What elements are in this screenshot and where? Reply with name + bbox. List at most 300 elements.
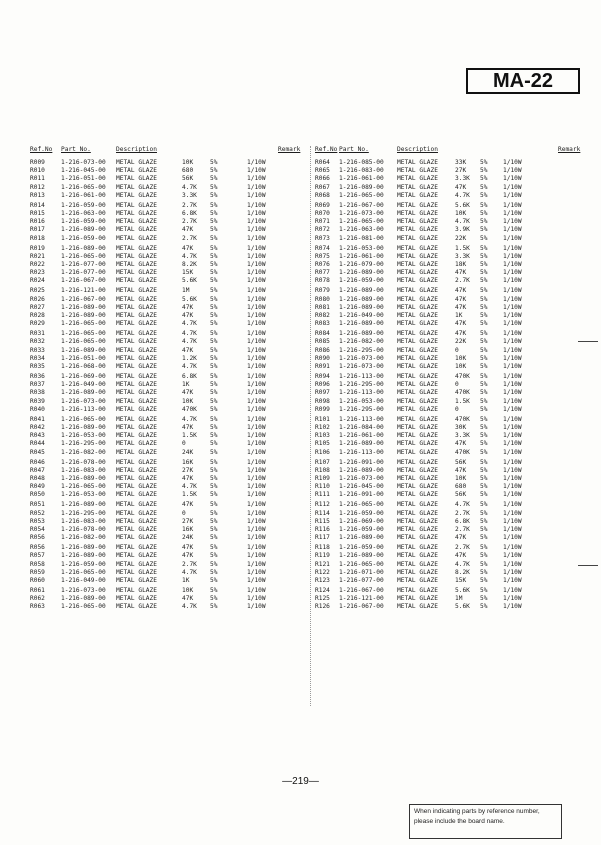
cell-ref-no: R094: [315, 372, 330, 380]
cell-part-no: 1-216-065-00: [339, 218, 384, 226]
cell-description: METAL GLAZE: [116, 303, 157, 311]
cell-value: 24K: [182, 448, 194, 456]
cell-power: 1/10W: [247, 269, 266, 277]
table-row: [0, 491, 601, 499]
header-part-no-right: Part No.: [339, 146, 369, 153]
cell-part-no: 1-216-065-00: [61, 415, 106, 423]
table-row: [0, 261, 601, 269]
cell-tolerance: 5%: [210, 458, 218, 466]
table-row: [0, 192, 601, 200]
cell-value: 4.7K: [182, 330, 197, 338]
cell-description: METAL GLAZE: [116, 448, 157, 456]
cell-tolerance: 5%: [210, 320, 218, 328]
cell-description: METAL GLAZE: [116, 397, 157, 405]
cell-power: 1/10W: [503, 277, 522, 285]
cell-value: 56K: [455, 491, 467, 499]
cell-value: 470K: [455, 448, 470, 456]
cell-part-no: 1-216-065-00: [61, 252, 106, 260]
cell-ref-no: R118: [315, 544, 330, 552]
cell-value: 47K: [182, 595, 194, 603]
cell-power: 1/10W: [247, 191, 266, 199]
cell-value: 4.7K: [455, 560, 470, 568]
cell-value: 1K: [455, 311, 463, 319]
cell-description: METAL GLAZE: [397, 226, 438, 234]
cell-tolerance: 5%: [480, 544, 488, 552]
table-row: [0, 175, 601, 183]
cell-power: 1/10W: [503, 544, 522, 552]
cell-ref-no: R123: [315, 576, 330, 584]
cell-part-no: 1-216-065-00: [61, 183, 106, 191]
cell-tolerance: 5%: [210, 191, 218, 199]
cell-value: 680: [182, 167, 194, 175]
cell-power: 1/10W: [503, 338, 522, 346]
table-row: [0, 330, 601, 338]
table-row: [0, 167, 601, 175]
cell-tolerance: 5%: [480, 501, 488, 509]
cell-ref-no: R044: [30, 440, 45, 448]
table-row: [0, 389, 601, 397]
cell-tolerance: 5%: [480, 517, 488, 525]
cell-part-no: 1-216-089-00: [339, 183, 384, 191]
cell-part-no: 1-216-061-00: [61, 191, 106, 199]
cell-part-no: 1-216-049-00: [61, 576, 106, 584]
cell-power: 1/10W: [503, 330, 522, 338]
cell-power: 1/10W: [503, 218, 522, 226]
cell-value: 4.7K: [455, 501, 470, 509]
cell-part-no: 1-216-069-00: [61, 372, 106, 380]
cell-tolerance: 5%: [480, 509, 488, 517]
cell-tolerance: 5%: [210, 576, 218, 584]
cell-power: 1/10W: [503, 474, 522, 482]
table-row: [0, 510, 601, 518]
cell-description: METAL GLAZE: [397, 586, 438, 594]
cell-power: 1/10W: [247, 244, 266, 252]
table-row: [0, 459, 601, 467]
cell-ref-no: R041: [30, 415, 45, 423]
cell-tolerance: 5%: [480, 372, 488, 380]
cell-ref-no: R073: [315, 234, 330, 242]
cell-description: METAL GLAZE: [397, 381, 438, 389]
cell-tolerance: 5%: [480, 491, 488, 499]
cell-power: 1/10W: [503, 483, 522, 491]
table-row: [0, 296, 601, 304]
cell-part-no: 1-216-059-00: [339, 509, 384, 517]
cell-description: METAL GLAZE: [397, 603, 438, 611]
cell-part-no: 1-216-073-00: [339, 474, 384, 482]
cell-description: METAL GLAZE: [116, 389, 157, 397]
cell-tolerance: 5%: [210, 338, 218, 346]
cell-part-no: 1-216-063-00: [61, 209, 106, 217]
cell-value: 56K: [182, 175, 194, 183]
cell-tolerance: 5%: [210, 525, 218, 533]
cell-tolerance: 5%: [210, 423, 218, 431]
cell-tolerance: 5%: [480, 568, 488, 576]
cell-description: METAL GLAZE: [116, 509, 157, 517]
cell-ref-no: R102: [315, 423, 330, 431]
cell-part-no: 1-216-061-00: [339, 252, 384, 260]
cell-value: 2.7K: [182, 560, 197, 568]
cell-ref-no: R108: [315, 466, 330, 474]
cell-part-no: 1-216-045-00: [339, 483, 384, 491]
cell-ref-no: R039: [30, 397, 45, 405]
cell-value: 47K: [182, 501, 194, 509]
cell-description: METAL GLAZE: [116, 432, 157, 440]
cell-ref-no: R097: [315, 389, 330, 397]
cell-part-no: 1-216-065-00: [61, 603, 106, 611]
cell-part-no: 1-216-089-00: [339, 440, 384, 448]
cell-power: 1/10W: [247, 167, 266, 175]
cell-power: 1/10W: [247, 295, 266, 303]
cell-power: 1/10W: [503, 440, 522, 448]
cell-description: METAL GLAZE: [397, 576, 438, 584]
cell-description: METAL GLAZE: [397, 517, 438, 525]
cell-ref-no: R037: [30, 381, 45, 389]
cell-ref-no: R021: [30, 252, 45, 260]
cell-description: METAL GLAZE: [397, 389, 438, 397]
cell-power: 1/10W: [503, 201, 522, 209]
cell-value: 2.7K: [182, 218, 197, 226]
cell-part-no: 1-216-049-00: [61, 381, 106, 389]
cell-power: 1/10W: [247, 423, 266, 431]
cell-part-no: 1-216-061-00: [339, 432, 384, 440]
cell-value: 15K: [182, 269, 194, 277]
table-row: [0, 202, 601, 210]
cell-ref-no: R075: [315, 252, 330, 260]
table-row: [0, 159, 601, 167]
cell-ref-no: R122: [315, 568, 330, 576]
cell-value: 47K: [182, 474, 194, 482]
cell-power: 1/10W: [247, 586, 266, 594]
cell-tolerance: 5%: [210, 509, 218, 517]
cell-ref-no: R023: [30, 269, 45, 277]
cell-value: 1M: [182, 287, 190, 295]
cell-ref-no: R018: [30, 234, 45, 242]
cell-ref-no: R079: [315, 287, 330, 295]
cell-value: 10K: [455, 354, 467, 362]
cell-description: METAL GLAZE: [116, 320, 157, 328]
table-row: [0, 449, 601, 457]
cell-tolerance: 5%: [480, 525, 488, 533]
cell-ref-no: R025: [30, 287, 45, 295]
cell-description: METAL GLAZE: [116, 287, 157, 295]
cell-value: 27K: [182, 517, 194, 525]
cell-power: 1/10W: [503, 517, 522, 525]
cell-description: METAL GLAZE: [116, 381, 157, 389]
cell-ref-no: R011: [30, 175, 45, 183]
cell-description: METAL GLAZE: [397, 277, 438, 285]
cell-value: 1.2K: [182, 354, 197, 362]
cell-description: METAL GLAZE: [397, 440, 438, 448]
cell-value: 47K: [182, 244, 194, 252]
cell-ref-no: R111: [315, 491, 330, 499]
cell-power: 1/10W: [503, 311, 522, 319]
cell-ref-no: R077: [315, 269, 330, 277]
cell-description: METAL GLAZE: [116, 338, 157, 346]
cell-tolerance: 5%: [480, 483, 488, 491]
cell-description: METAL GLAZE: [397, 491, 438, 499]
cell-ref-no: R038: [30, 389, 45, 397]
table-row: [0, 483, 601, 491]
cell-description: METAL GLAZE: [397, 544, 438, 552]
cell-description: METAL GLAZE: [116, 595, 157, 603]
parts-group: [0, 501, 601, 544]
cell-power: 1/10W: [247, 287, 266, 295]
cell-ref-no: R115: [315, 517, 330, 525]
cell-power: 1/10W: [247, 303, 266, 311]
cell-power: 1/10W: [503, 159, 522, 166]
cell-ref-no: R091: [315, 362, 330, 370]
cell-value: 10K: [182, 397, 194, 405]
cell-value: 47K: [455, 534, 467, 542]
cell-part-no: 1-216-089-00: [339, 303, 384, 311]
cell-power: 1/10W: [247, 201, 266, 209]
cell-part-no: 1-216-059-00: [61, 218, 106, 226]
cell-power: 1/10W: [247, 534, 266, 542]
cell-description: METAL GLAZE: [397, 346, 438, 354]
cell-description: METAL GLAZE: [116, 226, 157, 234]
cell-power: 1/10W: [247, 432, 266, 440]
cell-value: 47K: [455, 466, 467, 474]
parts-group: [0, 287, 601, 330]
cell-part-no: 1-216-091-00: [339, 458, 384, 466]
cell-tolerance: 5%: [480, 354, 488, 362]
cell-ref-no: R107: [315, 458, 330, 466]
cell-power: 1/10W: [503, 389, 522, 397]
cell-tolerance: 5%: [480, 287, 488, 295]
cell-power: 1/10W: [503, 381, 522, 389]
table-row: [0, 398, 601, 406]
table-row: [0, 287, 601, 295]
cell-description: METAL GLAZE: [116, 252, 157, 260]
cell-part-no: 1-216-295-00: [339, 346, 384, 354]
table-row: [0, 526, 601, 534]
cell-value: 3.3K: [182, 191, 197, 199]
cell-value: 33K: [455, 159, 467, 166]
cell-part-no: 1-216-073-00: [61, 586, 106, 594]
cell-ref-no: R035: [30, 362, 45, 370]
cell-power: 1/10W: [503, 252, 522, 260]
cell-power: 1/10W: [503, 423, 522, 431]
cell-value: 3.9K: [455, 226, 470, 234]
parts-group: [0, 416, 601, 459]
cell-power: 1/10W: [247, 389, 266, 397]
cell-ref-no: R078: [315, 277, 330, 285]
cell-part-no: 1-216-071-00: [339, 568, 384, 576]
cell-description: METAL GLAZE: [397, 252, 438, 260]
cell-ref-no: R059: [30, 568, 45, 576]
header-description-right: Description: [397, 146, 438, 153]
table-row: [0, 381, 601, 389]
cell-power: 1/10W: [247, 330, 266, 338]
cell-power: 1/10W: [503, 226, 522, 234]
cell-tolerance: 5%: [210, 568, 218, 576]
cell-description: METAL GLAZE: [116, 167, 157, 175]
cell-tolerance: 5%: [480, 415, 488, 423]
cell-part-no: 1-216-053-00: [339, 397, 384, 405]
parts-group: [0, 159, 601, 202]
table-row: [0, 534, 601, 542]
cell-power: 1/10W: [247, 218, 266, 226]
cell-description: METAL GLAZE: [397, 509, 438, 517]
cell-ref-no: R045: [30, 448, 45, 456]
cell-value: 1.5K: [182, 432, 197, 440]
cell-tolerance: 5%: [480, 277, 488, 285]
cell-value: 6.8K: [455, 517, 470, 525]
cell-part-no: 1-216-089-00: [61, 226, 106, 234]
cell-ref-no: R014: [30, 201, 45, 209]
cell-part-no: 1-216-053-00: [61, 432, 106, 440]
cell-value: 4.7K: [182, 415, 197, 423]
cell-description: METAL GLAZE: [397, 552, 438, 560]
cell-ref-no: R086: [315, 346, 330, 354]
cell-power: 1/10W: [503, 320, 522, 328]
cell-tolerance: 5%: [480, 159, 488, 166]
cell-part-no: 1-216-067-00: [339, 201, 384, 209]
cell-description: METAL GLAZE: [397, 483, 438, 491]
table-row: [0, 218, 601, 226]
cell-description: METAL GLAZE: [397, 320, 438, 328]
cell-ref-no: R072: [315, 226, 330, 234]
cell-ref-no: R101: [315, 415, 330, 423]
cell-part-no: 1-216-089-00: [339, 330, 384, 338]
cell-description: METAL GLAZE: [116, 483, 157, 491]
cell-power: 1/10W: [247, 544, 266, 552]
cell-value: 1K: [182, 576, 190, 584]
table-row: [0, 475, 601, 483]
cell-power: 1/10W: [503, 269, 522, 277]
cell-ref-no: R022: [30, 260, 45, 268]
cell-power: 1/10W: [503, 209, 522, 217]
cell-part-no: 1-216-073-00: [61, 397, 106, 405]
cell-part-no: 1-216-295-00: [339, 405, 384, 413]
cell-value: 47K: [182, 544, 194, 552]
cell-description: METAL GLAZE: [397, 423, 438, 431]
cell-value: 4.7K: [182, 320, 197, 328]
parts-group: [0, 459, 601, 502]
cell-tolerance: 5%: [480, 234, 488, 242]
cell-ref-no: R080: [315, 295, 330, 303]
table-row: [0, 253, 601, 261]
cell-description: METAL GLAZE: [397, 362, 438, 370]
table-row: [0, 277, 601, 285]
cell-tolerance: 5%: [210, 159, 218, 166]
cell-part-no: 1-216-059-00: [61, 201, 106, 209]
cell-description: METAL GLAZE: [116, 362, 157, 370]
cell-description: METAL GLAZE: [397, 159, 438, 166]
cell-value: 10K: [455, 362, 467, 370]
cell-tolerance: 5%: [480, 218, 488, 226]
cell-value: 6.8K: [182, 372, 197, 380]
cell-ref-no: R010: [30, 167, 45, 175]
cell-part-no: 1-216-089-00: [339, 269, 384, 277]
cell-value: 470K: [455, 372, 470, 380]
cell-tolerance: 5%: [480, 466, 488, 474]
cell-value: 47K: [455, 330, 467, 338]
table-row: [0, 226, 601, 234]
cell-part-no: 1-216-295-00: [61, 509, 106, 517]
cell-tolerance: 5%: [480, 474, 488, 482]
cell-power: 1/10W: [503, 362, 522, 370]
cell-part-no: 1-216-089-00: [61, 552, 106, 560]
parts-group: [0, 202, 601, 245]
cell-part-no: 1-216-051-00: [61, 354, 106, 362]
cell-tolerance: 5%: [210, 372, 218, 380]
cell-value: 5.6K: [182, 277, 197, 285]
cell-ref-no: R081: [315, 303, 330, 311]
cell-description: METAL GLAZE: [397, 432, 438, 440]
cell-tolerance: 5%: [210, 311, 218, 319]
cell-description: METAL GLAZE: [116, 159, 157, 166]
cell-ref-no: R110: [315, 483, 330, 491]
cell-value: 4.7K: [182, 183, 197, 191]
cell-value: 4.7K: [455, 191, 470, 199]
cell-description: METAL GLAZE: [116, 415, 157, 423]
cell-tolerance: 5%: [210, 287, 218, 295]
cell-part-no: 1-216-089-00: [61, 311, 106, 319]
cell-power: 1/10W: [247, 517, 266, 525]
cell-description: METAL GLAZE: [116, 576, 157, 584]
cell-description: METAL GLAZE: [397, 474, 438, 482]
cell-tolerance: 5%: [210, 560, 218, 568]
cell-tolerance: 5%: [210, 201, 218, 209]
cell-description: METAL GLAZE: [397, 209, 438, 217]
cell-tolerance: 5%: [480, 362, 488, 370]
cell-tolerance: 5%: [210, 381, 218, 389]
cell-value: 18K: [455, 260, 467, 268]
cell-tolerance: 5%: [210, 244, 218, 252]
cell-power: 1/10W: [503, 568, 522, 576]
cell-ref-no: R015: [30, 209, 45, 217]
cell-part-no: 1-216-085-00: [339, 159, 384, 166]
cell-value: 0: [455, 381, 459, 389]
cell-value: 27K: [182, 466, 194, 474]
cell-description: METAL GLAZE: [116, 191, 157, 199]
cell-part-no: 1-216-065-00: [61, 568, 106, 576]
cell-tolerance: 5%: [210, 415, 218, 423]
cell-part-no: 1-216-089-00: [61, 303, 106, 311]
cell-tolerance: 5%: [210, 252, 218, 260]
cell-power: 1/10W: [503, 183, 522, 191]
cell-tolerance: 5%: [210, 474, 218, 482]
cell-description: METAL GLAZE: [116, 260, 157, 268]
cell-ref-no: R125: [315, 595, 330, 603]
cell-description: METAL GLAZE: [116, 440, 157, 448]
table-row: [0, 406, 601, 414]
cell-part-no: 1-216-067-00: [339, 586, 384, 594]
cell-power: 1/10W: [247, 595, 266, 603]
cell-power: 1/10W: [247, 362, 266, 370]
table-row: [0, 467, 601, 475]
cell-tolerance: 5%: [210, 295, 218, 303]
cell-tolerance: 5%: [210, 491, 218, 499]
cell-tolerance: 5%: [480, 303, 488, 311]
cell-ref-no: R013: [30, 191, 45, 199]
cell-tolerance: 5%: [210, 260, 218, 268]
cell-value: 2.7K: [455, 509, 470, 517]
parts-group: [0, 544, 601, 587]
cell-power: 1/10W: [503, 534, 522, 542]
cell-power: 1/10W: [247, 501, 266, 509]
cell-value: 47K: [182, 226, 194, 234]
cell-tolerance: 5%: [210, 603, 218, 611]
cell-tolerance: 5%: [480, 389, 488, 397]
cell-part-no: 1-216-083-00: [61, 466, 106, 474]
cell-description: METAL GLAZE: [116, 466, 157, 474]
cell-tolerance: 5%: [480, 534, 488, 542]
cell-description: METAL GLAZE: [116, 603, 157, 611]
cell-power: 1/10W: [247, 338, 266, 346]
cell-ref-no: R042: [30, 423, 45, 431]
